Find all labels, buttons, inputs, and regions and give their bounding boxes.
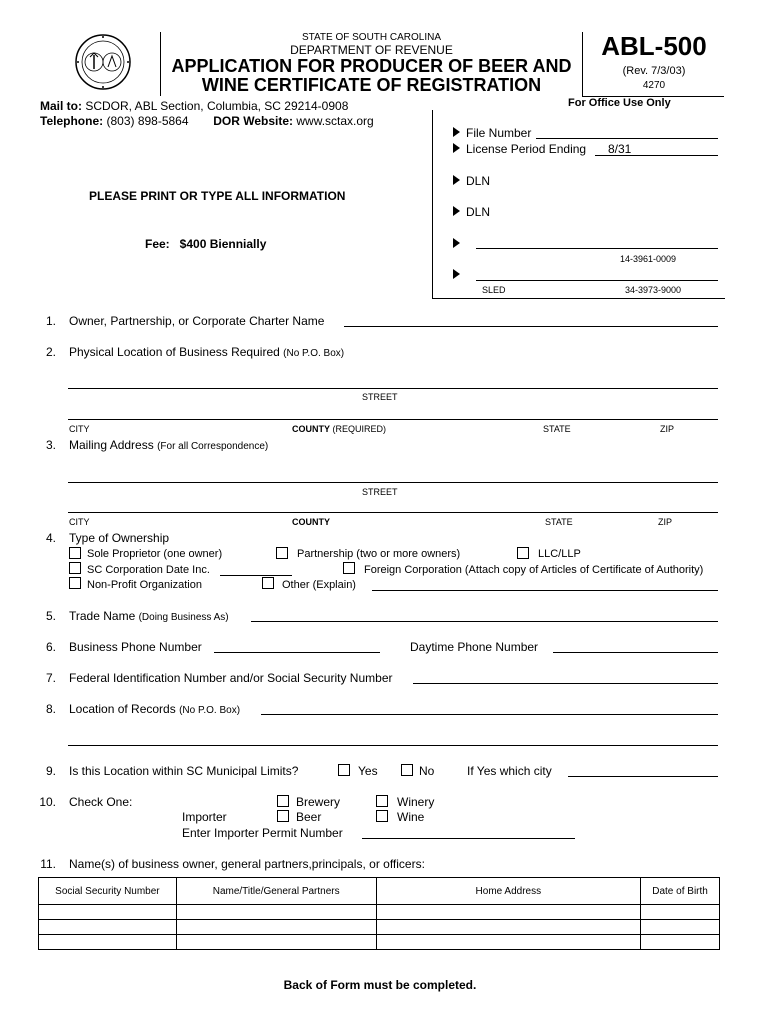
form-revision: (Rev. 7/3/03) [622,65,686,77]
llc-checkbox[interactable] [517,547,529,559]
form-title-line2: WINE CERTIFICATE OF REGISTRATION [201,75,542,95]
q1-number: 1. [45,314,56,328]
beer-label: Beer [296,810,322,824]
which-city-field[interactable] [568,776,718,777]
winery-label: Winery [397,795,435,809]
wine-label: Wine [397,810,425,824]
ssn-cell[interactable] [39,920,177,935]
physical-street-field[interactable] [68,388,718,389]
q8-label [69,702,240,716]
trade-name-field[interactable] [251,621,718,622]
sc-corporation-label: SC Corporation Date Inc. [87,564,210,576]
records-location-field[interactable] [261,714,718,715]
state-name: STATE OF SOUTH CAROLINA [301,32,442,43]
daytime-phone-field[interactable] [553,652,718,653]
name-cell[interactable] [176,905,376,920]
office-code2: 34-3973-9000 [625,285,682,295]
dln2-label: DLN [466,205,491,219]
form-title-line1: APPLICATION FOR PRODUCER OF BEER AND [171,56,572,76]
ssn-cell[interactable] [39,935,177,950]
physical-street-caption: STREET [362,392,398,402]
fee-text: Fee: $400 Biennially [145,237,267,251]
table-row [39,905,720,920]
q9-label: Is this Location within SC Municipal Limits? [69,764,299,778]
name-cell[interactable] [176,920,376,935]
non-profit-checkbox[interactable] [69,577,81,589]
q5-label-text: Trade Name [69,609,136,623]
municipal-yes-checkbox[interactable] [338,764,350,776]
partnership-checkbox[interactable] [276,547,288,559]
office-field1-arrow-icon [453,238,460,248]
physical-zip-caption: ZIP [660,424,675,434]
q3-label [69,438,268,452]
q11-number: 11. [40,857,56,871]
sled-label: SLED [482,285,506,295]
wine-checkbox[interactable] [376,810,388,822]
office-code1: 14-3961-0009 [620,254,677,264]
print-instructions: PLEASE PRINT OR TYPE ALL INFORMATION [89,189,346,203]
sole-proprietor-label: Sole Proprietor (one owner) [87,548,223,560]
file-number-arrow-icon [453,127,460,137]
mailing-county-caption: COUNTY [292,517,330,527]
other-label: Other (Explain) [282,579,356,591]
license-period-arrow-icon [453,143,460,153]
website-value: www.sctax.org [296,114,374,128]
address-cell[interactable] [376,920,641,935]
mailing-street-field[interactable] [68,482,718,483]
q8-note: (No P.O. Box) [179,705,241,716]
office-field2-arrow-icon [453,269,460,279]
q6-label: Business Phone Number [69,640,202,654]
office-field1[interactable] [476,248,718,249]
address-cell[interactable] [376,905,641,920]
q4-number: 4. [45,531,56,545]
brewery-label: Brewery [296,795,341,809]
records-location-field-2[interactable] [68,745,718,746]
website-label: DOR Website: [213,114,294,128]
q8-label-text: Location of Records [69,702,176,716]
llc-label: LLC/LLP [538,548,581,560]
header-divider-right [582,32,583,96]
sole-proprietor-checkbox[interactable] [69,547,81,559]
sc-corporation-checkbox[interactable] [69,562,81,574]
name-column-header: Name/Title/General Partners [176,878,376,905]
physical-state-caption: STATE [543,424,571,434]
dob-column-header: Date of Birth [641,878,720,905]
file-number-label: File Number [466,126,532,140]
q3-number: 3. [45,438,56,452]
q7-number: 7. [45,671,56,685]
q6-number: 6. [45,640,56,654]
q1-label: Owner, Partnership, or Corporate Charter Name [69,314,325,328]
mailing-city-caption: CITY [69,517,90,527]
owners-table [38,877,720,950]
q5-note: (Doing Business As) [138,612,229,623]
file-number-field[interactable] [536,138,718,139]
telephone-label: Telephone: [40,114,104,128]
municipal-no-label: No [419,764,435,778]
mail-to [40,99,348,113]
q2-label [69,345,344,359]
name-cell[interactable] [176,935,376,950]
owners-table-header [39,878,720,905]
q5-label [69,609,229,623]
address-cell[interactable] [376,935,641,950]
federal-id-field[interactable] [413,683,718,684]
other-checkbox[interactable] [262,577,274,589]
q7-label: Federal Identification Number and/or Social Security Number [69,671,393,685]
q3-note: (For all Correspondence) [157,441,269,452]
ssn-column-header: Social Security Number [39,878,177,905]
license-period-label: License Period Ending [466,142,587,156]
mailing-city-field[interactable] [68,512,718,513]
telephone-value: (803) 898-5864 [106,114,189,128]
form-code: 4270 [642,80,666,91]
foreign-corporation-checkbox[interactable] [343,562,355,574]
ssn-cell[interactable] [39,905,177,920]
q2-note: (No P.O. Box) [283,348,345,359]
physical-county-caption [292,424,386,434]
municipal-no-checkbox[interactable] [401,764,413,776]
q10-number: 10. [39,795,56,809]
address-column-header: Home Address [376,878,641,905]
office-field2[interactable] [476,280,718,281]
dob-cell[interactable] [641,935,720,950]
q3-label-text: Mailing Address [69,438,154,452]
q5-number: 5. [45,609,56,623]
q11-label: Name(s) of business owner, general partners,principals, or officers: [69,857,425,871]
dob-cell[interactable] [641,920,720,935]
department-name: DEPARTMENT OF REVENUE [290,43,453,57]
physical-city-field[interactable] [68,419,718,420]
dln1-arrow-icon [453,175,460,185]
importer-permit-field[interactable] [362,838,575,839]
office-use-title: For Office Use Only [568,97,671,109]
state-seal-logo [74,33,132,91]
q9-number: 9. [45,764,56,778]
footer-note: Back of Form must be completed. [283,978,477,992]
mailing-state-caption: STATE [545,517,573,527]
q8-number: 8. [45,702,56,716]
mail-address: SCDOR, ABL Section, Columbia, SC 29214-0908 [85,99,349,113]
q2-label-text: Physical Location of Business Required [69,345,280,359]
daytime-phone-label: Daytime Phone Number [410,640,539,654]
physical-county-note: (REQUIRED) [332,424,387,434]
importer-label: Importer [182,810,227,824]
mailing-zip-caption: ZIP [658,517,673,527]
winery-checkbox[interactable] [376,795,388,807]
brewery-checkbox[interactable] [277,795,289,807]
table-row [39,920,720,935]
beer-checkbox[interactable] [277,810,289,822]
sc-corporation-date-field[interactable] [220,575,292,576]
partnership-label: Partnership (two or more owners) [297,548,461,560]
table-row [39,935,720,950]
municipal-yes-label: Yes [358,764,378,778]
physical-city-caption: CITY [69,424,90,434]
license-period-value: 8/31 [608,142,632,156]
telephone-line [40,114,374,128]
importer-permit-label: Enter Importer Permit Number [182,826,343,840]
non-profit-label: Non-Profit Organization [87,579,202,591]
mail-label: Mail to: [40,99,82,113]
other-explain-field[interactable] [372,590,718,591]
business-phone-field[interactable] [214,652,380,653]
dln1-label: DLN [466,174,491,188]
mailing-street-caption: STREET [362,487,398,497]
q2-number: 2. [45,345,56,359]
q10-label: Check One: [69,795,133,809]
foreign-corporation-label: Foreign Corporation (Attach copy of Articles of Certificate of Authority) [364,564,704,576]
dln2-arrow-icon [453,206,460,216]
q4-label: Type of Ownership [69,531,170,545]
physical-county-label: COUNTY [292,424,330,434]
form-id: ABL-500 [601,31,707,61]
owner-name-field[interactable] [344,326,718,327]
which-city-label: If Yes which city [467,764,552,778]
dob-cell[interactable] [641,905,720,920]
